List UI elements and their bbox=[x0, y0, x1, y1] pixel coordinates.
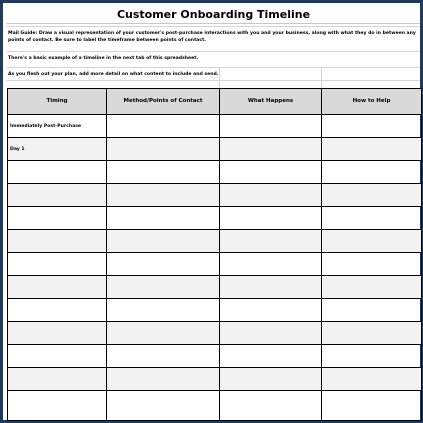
header-timing[interactable]: Timing bbox=[8, 89, 107, 115]
cell-method[interactable] bbox=[107, 115, 220, 138]
cell-method[interactable] bbox=[107, 368, 220, 391]
grid-line bbox=[7, 51, 420, 52]
cell-how-to-help[interactable] bbox=[322, 207, 422, 230]
cell-timing[interactable]: Immediately Post-Purchase bbox=[8, 115, 107, 138]
table-row bbox=[8, 368, 422, 391]
cell-what-happens[interactable] bbox=[220, 138, 322, 161]
cell-what-happens[interactable] bbox=[220, 299, 322, 322]
cell-timing[interactable]: Day 1 bbox=[8, 138, 107, 161]
cell-method[interactable] bbox=[107, 138, 220, 161]
table-row bbox=[8, 115, 422, 138]
cell-how-to-help[interactable] bbox=[322, 276, 422, 299]
table-row bbox=[8, 345, 422, 368]
cell-what-happens[interactable] bbox=[220, 322, 322, 345]
cell-how-to-help[interactable] bbox=[322, 299, 422, 322]
cell-what-happens[interactable] bbox=[220, 207, 322, 230]
grid-line bbox=[7, 67, 420, 68]
table-row bbox=[8, 161, 422, 184]
cell-what-happens[interactable] bbox=[220, 391, 322, 421]
cell-timing[interactable] bbox=[8, 322, 107, 345]
table-row bbox=[8, 299, 422, 322]
cell-how-to-help[interactable] bbox=[322, 138, 422, 161]
plan-note: As you flesh out your plan, add more detail on what content to include and send. bbox=[8, 72, 219, 77]
cell-method[interactable] bbox=[107, 161, 220, 184]
cell-how-to-help[interactable] bbox=[322, 230, 422, 253]
cell-what-happens[interactable] bbox=[220, 276, 322, 299]
cell-how-to-help[interactable] bbox=[322, 368, 422, 391]
cell-what-happens[interactable] bbox=[220, 253, 322, 276]
cell-method[interactable] bbox=[107, 345, 220, 368]
table-row bbox=[8, 391, 422, 421]
cell-timing[interactable] bbox=[8, 391, 107, 421]
sheet-content bbox=[7, 6, 420, 419]
cell-timing[interactable] bbox=[8, 368, 107, 391]
header-what-happens[interactable]: What Happens bbox=[220, 89, 322, 115]
cell-method[interactable] bbox=[107, 299, 220, 322]
cell-how-to-help[interactable] bbox=[322, 253, 422, 276]
cell-timing[interactable] bbox=[8, 184, 107, 207]
example-note: There's a basic example of a timeline in the next tab of this spreadsheet. bbox=[8, 56, 199, 61]
cell-what-happens[interactable] bbox=[220, 368, 322, 391]
cell-method[interactable] bbox=[107, 276, 220, 299]
cell-method[interactable] bbox=[107, 207, 220, 230]
grid-line bbox=[7, 80, 420, 81]
cell-how-to-help[interactable] bbox=[322, 322, 422, 345]
cell-timing[interactable] bbox=[8, 345, 107, 368]
table-row bbox=[8, 138, 422, 161]
cell-timing[interactable] bbox=[8, 276, 107, 299]
table-row bbox=[8, 322, 422, 345]
table-row bbox=[8, 207, 422, 230]
cell-method[interactable] bbox=[107, 230, 220, 253]
header-how-to-help[interactable]: How to Help bbox=[322, 89, 422, 115]
page-title: Customer Onboarding Timeline bbox=[7, 6, 420, 24]
cell-method[interactable] bbox=[107, 391, 220, 421]
cell-how-to-help[interactable] bbox=[322, 345, 422, 368]
cell-how-to-help[interactable] bbox=[322, 115, 422, 138]
cell-how-to-help[interactable] bbox=[322, 391, 422, 421]
table-row bbox=[8, 253, 422, 276]
cell-method[interactable] bbox=[107, 322, 220, 345]
cell-method[interactable] bbox=[107, 253, 220, 276]
cell-method[interactable] bbox=[107, 184, 220, 207]
cell-how-to-help[interactable] bbox=[322, 184, 422, 207]
cell-timing[interactable] bbox=[8, 299, 107, 322]
cell-timing[interactable] bbox=[8, 253, 107, 276]
timeline-table bbox=[7, 88, 422, 421]
table-row bbox=[8, 230, 422, 253]
cell-what-happens[interactable] bbox=[220, 161, 322, 184]
header-method[interactable]: Method/Points of Contact bbox=[107, 89, 220, 115]
table-row bbox=[8, 276, 422, 299]
grid-line bbox=[7, 26, 420, 27]
table-header-row bbox=[8, 89, 422, 115]
cell-what-happens[interactable] bbox=[220, 115, 322, 138]
instructions-text: Mail Guide: Draw a visual representation of your customer's post-purchase interactions with you and your business, along with what they do in between any points of contact. Be sure to label the timeframe between points of contact. bbox=[8, 31, 416, 43]
cell-how-to-help[interactable] bbox=[322, 161, 422, 184]
cell-what-happens[interactable] bbox=[220, 230, 322, 253]
cell-what-happens[interactable] bbox=[220, 345, 322, 368]
cell-timing[interactable] bbox=[8, 230, 107, 253]
cell-what-happens[interactable] bbox=[220, 184, 322, 207]
cell-timing[interactable] bbox=[8, 207, 107, 230]
cell-timing[interactable] bbox=[8, 161, 107, 184]
table-row bbox=[8, 184, 422, 207]
